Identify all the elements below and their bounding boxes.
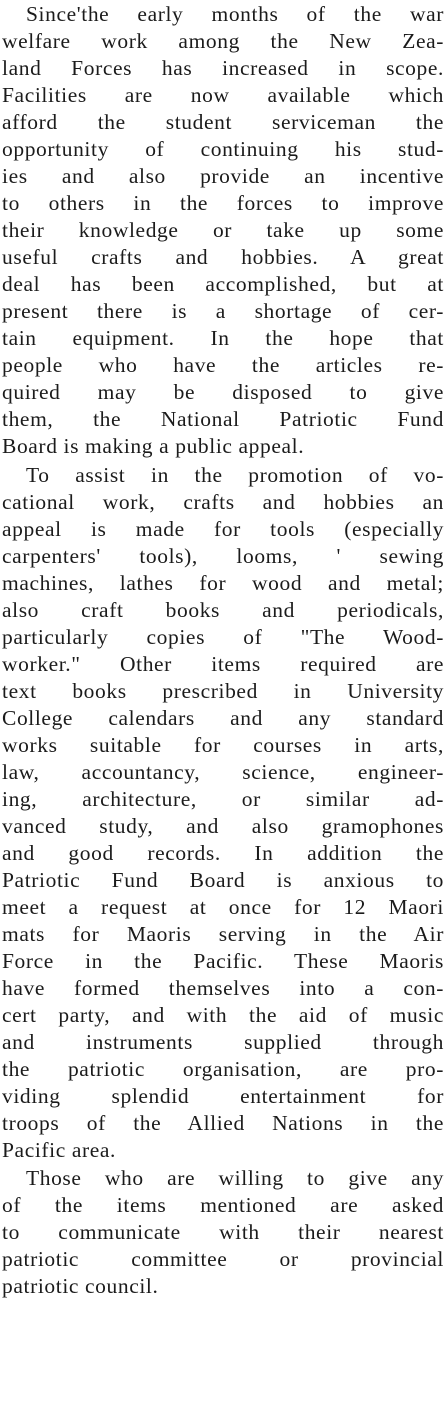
text-line: land Forces has increased in scope.: [2, 56, 444, 80]
text-line: have formed themselves into a con-: [2, 976, 444, 1000]
text-line: mats for Maoris serving in the Air: [2, 922, 444, 946]
text-line: Since'the early months of the war: [26, 2, 444, 26]
text-line: troops of the Allied Nations in the: [2, 1111, 444, 1135]
text-line: Patriotic Fund Board is anxious to: [2, 868, 444, 892]
text-line: and good records. In addition the: [2, 841, 444, 865]
text-line: patriotic council.: [2, 1274, 159, 1298]
text-line: text books prescribed in University: [2, 679, 444, 703]
text-line: deal has been accomplished, but at: [2, 272, 444, 296]
text-line: cert party, and with the aid of music: [2, 1003, 444, 1027]
text-line: appeal is made for tools (especially: [2, 517, 444, 541]
text-line: opportunity of continuing his stud-: [2, 137, 444, 161]
text-line: people who have the articles re-: [2, 353, 444, 377]
text-line: them, the National Patriotic Fund: [2, 407, 444, 431]
text-line: carpenters' tools), looms, ' sewing: [2, 544, 444, 568]
text-line: Pacific area.: [2, 1138, 117, 1162]
text-line: cational work, crafts and hobbies an: [2, 490, 444, 514]
text-line: works suitable for courses in arts,: [2, 733, 444, 757]
text-line: the patriotic organisation, are pro-: [2, 1057, 444, 1081]
text-line: To assist in the promotion of vo-: [26, 463, 444, 487]
text-line: useful crafts and hobbies. A great: [2, 245, 444, 269]
text-line: tain equipment. In the hope that: [2, 326, 444, 350]
text-line: vanced study, and also gramophones: [2, 814, 444, 838]
text-line: particularly copies of "The Wood-: [2, 625, 444, 649]
text-line: afford the student serviceman the: [2, 110, 444, 134]
text-line: machines, lathes for wood and metal;: [2, 571, 444, 595]
text-line: College calendars and any standard: [2, 706, 444, 730]
text-line: law, accountancy, science, engineer-: [2, 760, 444, 784]
text-line: to communicate with their nearest: [2, 1220, 444, 1244]
text-line: welfare work among the New Zea-: [2, 29, 444, 53]
text-line: of the items mentioned are asked: [2, 1193, 444, 1217]
text-line: Facilities are now available which: [2, 83, 444, 107]
text-line: also craft books and periodicals,: [2, 598, 444, 622]
text-line: worker." Other items required are: [2, 652, 444, 676]
text-line: Those who are willing to give any: [26, 1166, 444, 1190]
text-line: their knowledge or take up some: [2, 218, 444, 242]
text-line: viding splendid entertainment for: [2, 1084, 444, 1108]
text-line: meet a request at once for 12 Maori: [2, 895, 444, 919]
text-line: and instruments supplied through: [2, 1030, 444, 1054]
text-line: Board is making a public appeal.: [2, 434, 305, 458]
text-line: quired may be disposed to give: [2, 380, 444, 404]
text-line: ing, architecture, or similar ad-: [2, 787, 444, 811]
text-line: patriotic committee or provincial: [2, 1247, 444, 1271]
text-line: Force in the Pacific. These Maoris: [2, 949, 444, 973]
text-line: to others in the forces to improve: [2, 191, 444, 215]
text-line: ies and also provide an incentive: [2, 164, 444, 188]
text-line: present there is a shortage of cer-: [2, 299, 444, 323]
